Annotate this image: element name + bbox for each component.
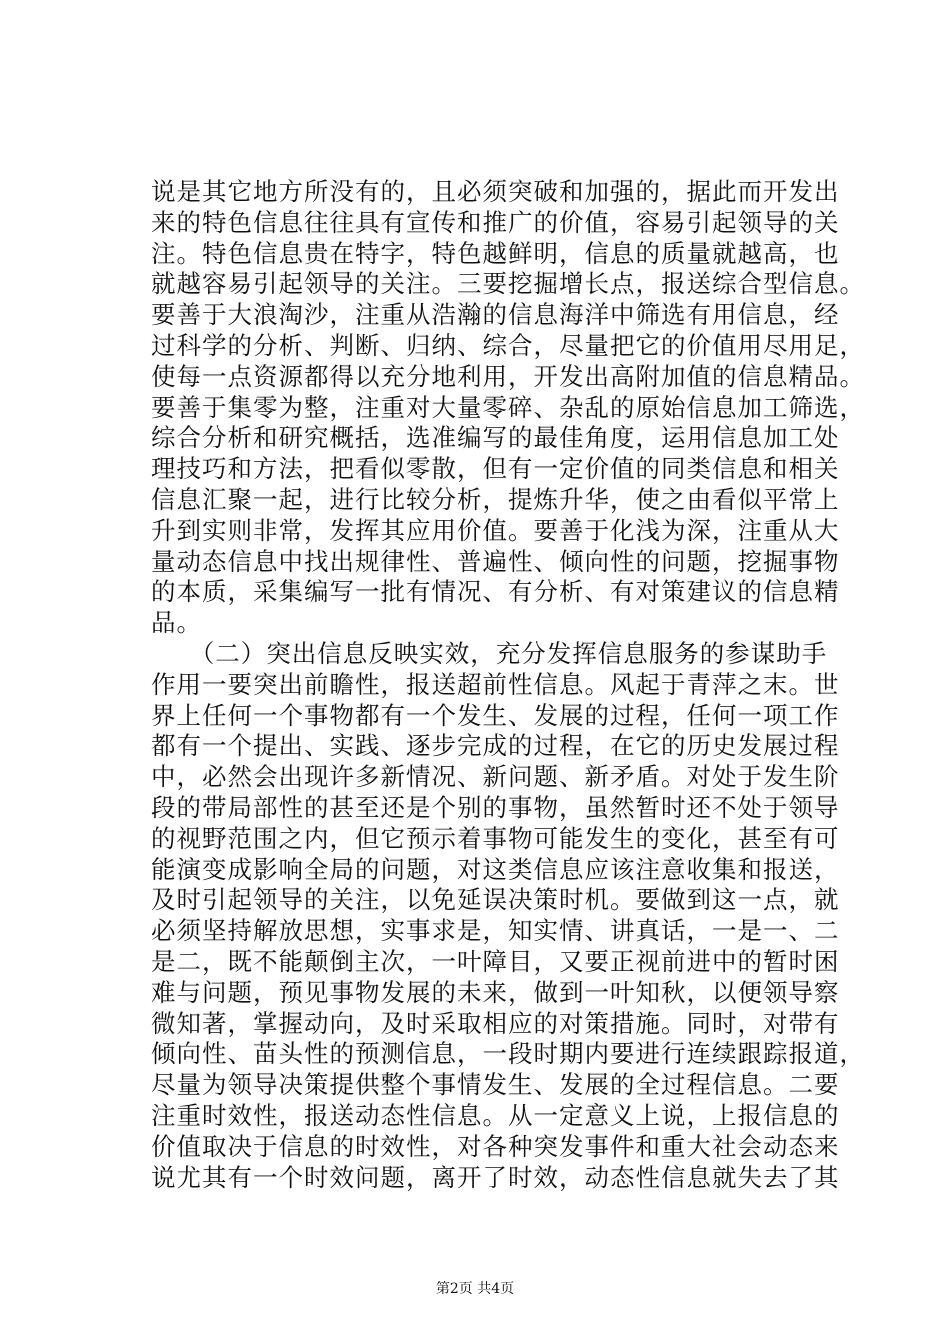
text-line: （二）突出信息反映实效，充分发挥信息服务的参谋助手 bbox=[151, 638, 828, 668]
text-line: 来的特色信息往往具有宣传和推广的价值，容易引起领导的关 bbox=[151, 207, 840, 237]
text-line: 能演变成影响全局的问题，对这类信息应该注意收集和报送， bbox=[151, 854, 840, 884]
text-line: 信息汇聚一起，进行比较分析，提炼升华，使之由看似平常上 bbox=[151, 484, 840, 514]
text-line: 量动态信息中找出规律性、普遍性、倾向性的问题，挖掘事物 bbox=[151, 546, 840, 576]
text-line: 的视野范围之内，但它预示着事物可能发生的变化，甚至有可 bbox=[151, 823, 840, 853]
text-line: 品。 bbox=[151, 608, 202, 638]
text-line: 必须坚持解放思想，实事求是，知实情、讲真话，一是一、二 bbox=[151, 916, 840, 946]
text-line: 都有一个提出、实践、逐步完成的过程，在它的历史发展过程 bbox=[151, 731, 840, 761]
text-line: 说是其它地方所没有的，且必须突破和加强的，据此而开发出 bbox=[151, 177, 840, 206]
text-line: 界上任何一个事物都有一个发生、发展的过程，任何一项工作 bbox=[151, 700, 840, 730]
text-line: 微知著，掌握动向，及时采取相应的对策措施。同时，对带有 bbox=[151, 1008, 840, 1038]
text-line: 要善于集零为整，注重对大量零碎、杂乱的原始信息加工筛选， bbox=[151, 392, 865, 422]
text-line: 的本质，采集编写一批有情况、有分析、有对策建议的信息精 bbox=[151, 577, 840, 607]
text-line: 价值取决于信息的时效性，对各种突发事件和重大社会动态来 bbox=[151, 1131, 840, 1161]
text-line: 综合分析和研究概括，选准编写的最佳角度，运用信息加工处 bbox=[151, 423, 840, 453]
text-line: 及时引起领导的关注，以免延误决策时机。要做到这一点，就 bbox=[151, 885, 840, 915]
text-line: 使每一点资源都得以充分地利用，开发出高附加值的信息精品。 bbox=[151, 361, 865, 391]
text-line: 注。特色信息贵在特字，特色越鲜明，信息的质量就越高，也 bbox=[151, 238, 840, 268]
text-line: 升到实则非常，发挥其应用价值。要善于化浅为深，注重从大 bbox=[151, 515, 840, 545]
text-line: 要善于大浪淘沙，注重从浩瀚的信息海洋中筛选有用信息，经 bbox=[151, 300, 840, 330]
text-line: 是二，既不能颠倒主次，一叶障目，又要正视前进中的暂时困 bbox=[151, 946, 840, 976]
text-line: 尽量为领导决策提供整个事情发生、发展的全过程信息。二要 bbox=[151, 1070, 840, 1100]
document-body bbox=[151, 177, 865, 1193]
text-line: 过科学的分析、判断、归纳、综合，尽量把它的价值用尽用足， bbox=[151, 330, 865, 360]
text-line: 中，必然会出现许多新情况、新问题、新矛盾。对处于发生阶 bbox=[151, 762, 840, 792]
text-line: 就越容易引起领导的关注。三要挖掘增长点，报送综合型信息。 bbox=[151, 269, 865, 299]
page-footer: 第2页 共4页 bbox=[435, 1281, 515, 1297]
text-line: 理技巧和方法，把看似零散，但有一定价值的同类信息和相关 bbox=[151, 454, 840, 484]
text-line: 注重时效性，报送动态性信息。从一定意义上说，上报信息的 bbox=[151, 1100, 840, 1130]
text-line: 段的带局部性的甚至还是个别的事物，虽然暂时还不处于领导 bbox=[151, 792, 840, 822]
text-line: 说尤其有一个时效问题，离开了时效，动态性信息就失去了其 bbox=[151, 1162, 840, 1192]
text-line: 难与问题，预见事物发展的未来，做到一叶知秋，以便领导察 bbox=[151, 977, 840, 1007]
text-line: 倾向性、苗头性的预测信息，一段时期内要进行连续跟踪报道， bbox=[151, 1039, 865, 1069]
text-line: 作用一要突出前瞻性，报送超前性信息。风起于青萍之末。世 bbox=[151, 669, 840, 699]
